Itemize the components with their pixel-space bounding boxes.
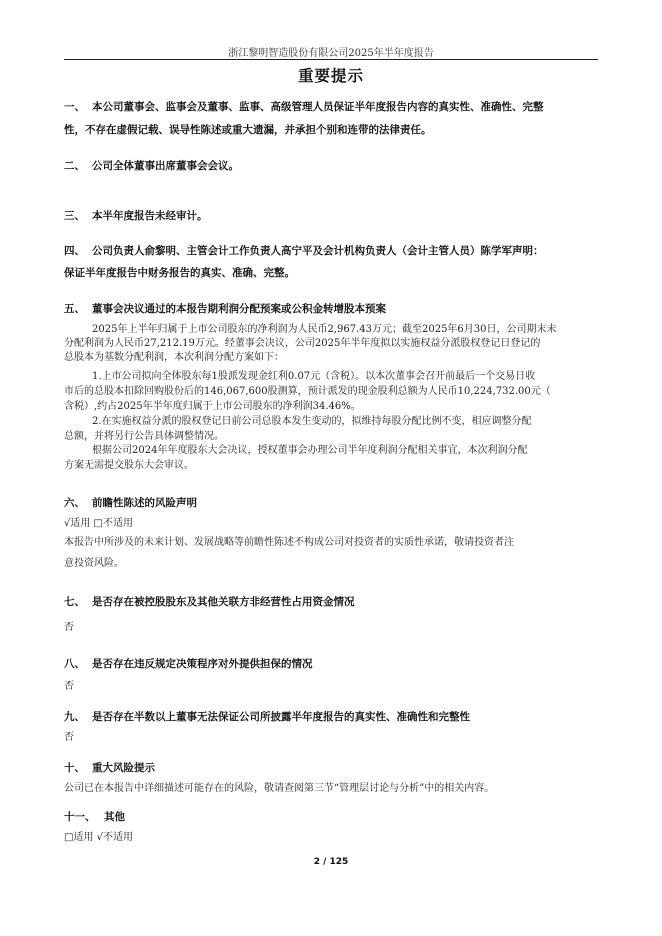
section-5-para-line: 根据公司2024年年度股东大会决议，授权董事会办理公司半年度利润分配相关事宜，本次利润分配	[92, 445, 528, 456]
header-divider	[64, 59, 598, 60]
page-number: 2 / 125	[313, 857, 349, 867]
section-2	[64, 159, 239, 173]
section-10-body: 公司已在本报告中详细描述可能存在的风险，敬请查阅第三节“管理层讨论与分析”中的相关内容。	[64, 783, 495, 794]
section-4-text: 公司负责人俞黎明、主管会计工作负责人高宁平及会计机构负责人（会计主管人员）陈学军声明：	[92, 245, 544, 257]
section-10-text: 重大风险提示	[92, 762, 155, 774]
running-header: 浙江黎明智造股份有限公司2025年半年度报告	[228, 48, 434, 59]
section-3-number: 三、	[64, 210, 85, 222]
section-11-text: 其他	[104, 811, 125, 823]
section-5-para-line: 方案无需提交股东大会审议。	[64, 460, 194, 471]
section-5-para-line: 市后的总股本扣除回购股份后的146,067,600股测算，预计派发的现金股利总额为人民币10,224,732.00元（	[64, 386, 551, 397]
section-1-text: 本公司董事会、监事会及董事、监事、高级管理人员保证半年度报告内容的真实性、准确性、完整	[92, 101, 544, 113]
section-4-line-2: 保证半年度报告中财务报告的真实、准确、完整。	[64, 267, 295, 279]
section-7-heading	[64, 595, 355, 609]
section-7-answer: 否	[64, 622, 74, 633]
section-5-para-line: 1.上市公司拟向全体股东每1股派发现金红利0.07元（含税）。以本次董事会召开前最后一个交易日收	[92, 371, 536, 382]
section-5-para-line: 2.在实施权益分派的股权登记日前公司总股本发生变动的，拟维持每股分配比例不变，相应调整分配	[92, 416, 532, 427]
section-8-answer: 否	[64, 681, 74, 692]
section-6-text: 前瞻性陈述的风险声明	[92, 497, 197, 509]
section-9-text: 是否存在半数以上董事无法保证公司所披露半年度报告的真实性、准确性和完整性	[92, 711, 470, 723]
section-4-line-1	[64, 244, 544, 258]
section-11-applicability: □适用 √不适用	[64, 832, 133, 843]
section-11-number: 十一、	[64, 811, 96, 823]
section-9-heading	[64, 710, 470, 724]
section-5-heading	[64, 302, 386, 316]
section-3-text: 本半年度报告未经审计。	[92, 210, 208, 222]
section-8-number: 八、	[64, 658, 85, 670]
section-9-answer: 否	[64, 732, 74, 743]
section-5-para-line: 分配利润为人民币27,212.19万元。经董事会决议，公司2025年半年度拟以实施权益分派股权登记日登记的	[64, 338, 541, 349]
section-5-number: 五、	[64, 303, 85, 315]
section-3	[64, 209, 208, 223]
section-10-number: 十、	[64, 762, 85, 774]
section-1-line-2: 性，不存在虚假记载、误导性陈述或重大遗漏，并承担个别和连带的法律责任。	[64, 124, 432, 136]
section-4-number: 四、	[64, 245, 85, 257]
section-8-heading	[64, 657, 313, 671]
section-6-applicability: √适用 □不适用	[64, 518, 133, 529]
section-6-heading	[64, 496, 197, 510]
section-5-para-line: 2025年上半年归属于上市公司股东的净利润为人民币2,967.43万元；截至2025年6月30日，公司期末未	[92, 324, 557, 335]
section-5-text: 董事会决议通过的本报告期利润分配预案或公积金转增股本预案	[92, 303, 386, 315]
section-1-line-1	[64, 100, 544, 114]
section-10-heading	[64, 761, 155, 775]
section-8-text: 是否存在违反规定决策程序对外提供担保的情况	[92, 658, 313, 670]
section-9-number: 九、	[64, 711, 85, 723]
section-2-text: 公司全体董事出席董事会会议。	[92, 160, 239, 172]
section-11-heading	[64, 810, 125, 824]
section-1-number: 一、	[64, 101, 85, 113]
section-6-number: 六、	[64, 497, 85, 509]
page-title: 重要提示	[297, 66, 364, 85]
section-7-text: 是否存在被控股股东及其他关联方非经营性占用资金情况	[92, 596, 355, 608]
section-2-number: 二、	[64, 160, 85, 172]
section-5-para-line: 含税）,约占2025年半年度归属于上市公司股东的净利润34.46%。	[64, 401, 361, 412]
section-5-para-line: 总额，并将另行公告具体调整情况。	[64, 431, 224, 442]
section-5-para-line: 总股本为基数分配利润，本次利润分配方案如下：	[64, 352, 284, 363]
section-6-body-line-2: 意投资风险。	[64, 558, 124, 569]
section-6-body-line-1: 本报告中所涉及的未来计划、发展战略等前瞻性陈述不构成公司对投资者的实质性承诺，敬请投资者注	[64, 537, 514, 548]
section-7-number: 七、	[64, 596, 85, 608]
